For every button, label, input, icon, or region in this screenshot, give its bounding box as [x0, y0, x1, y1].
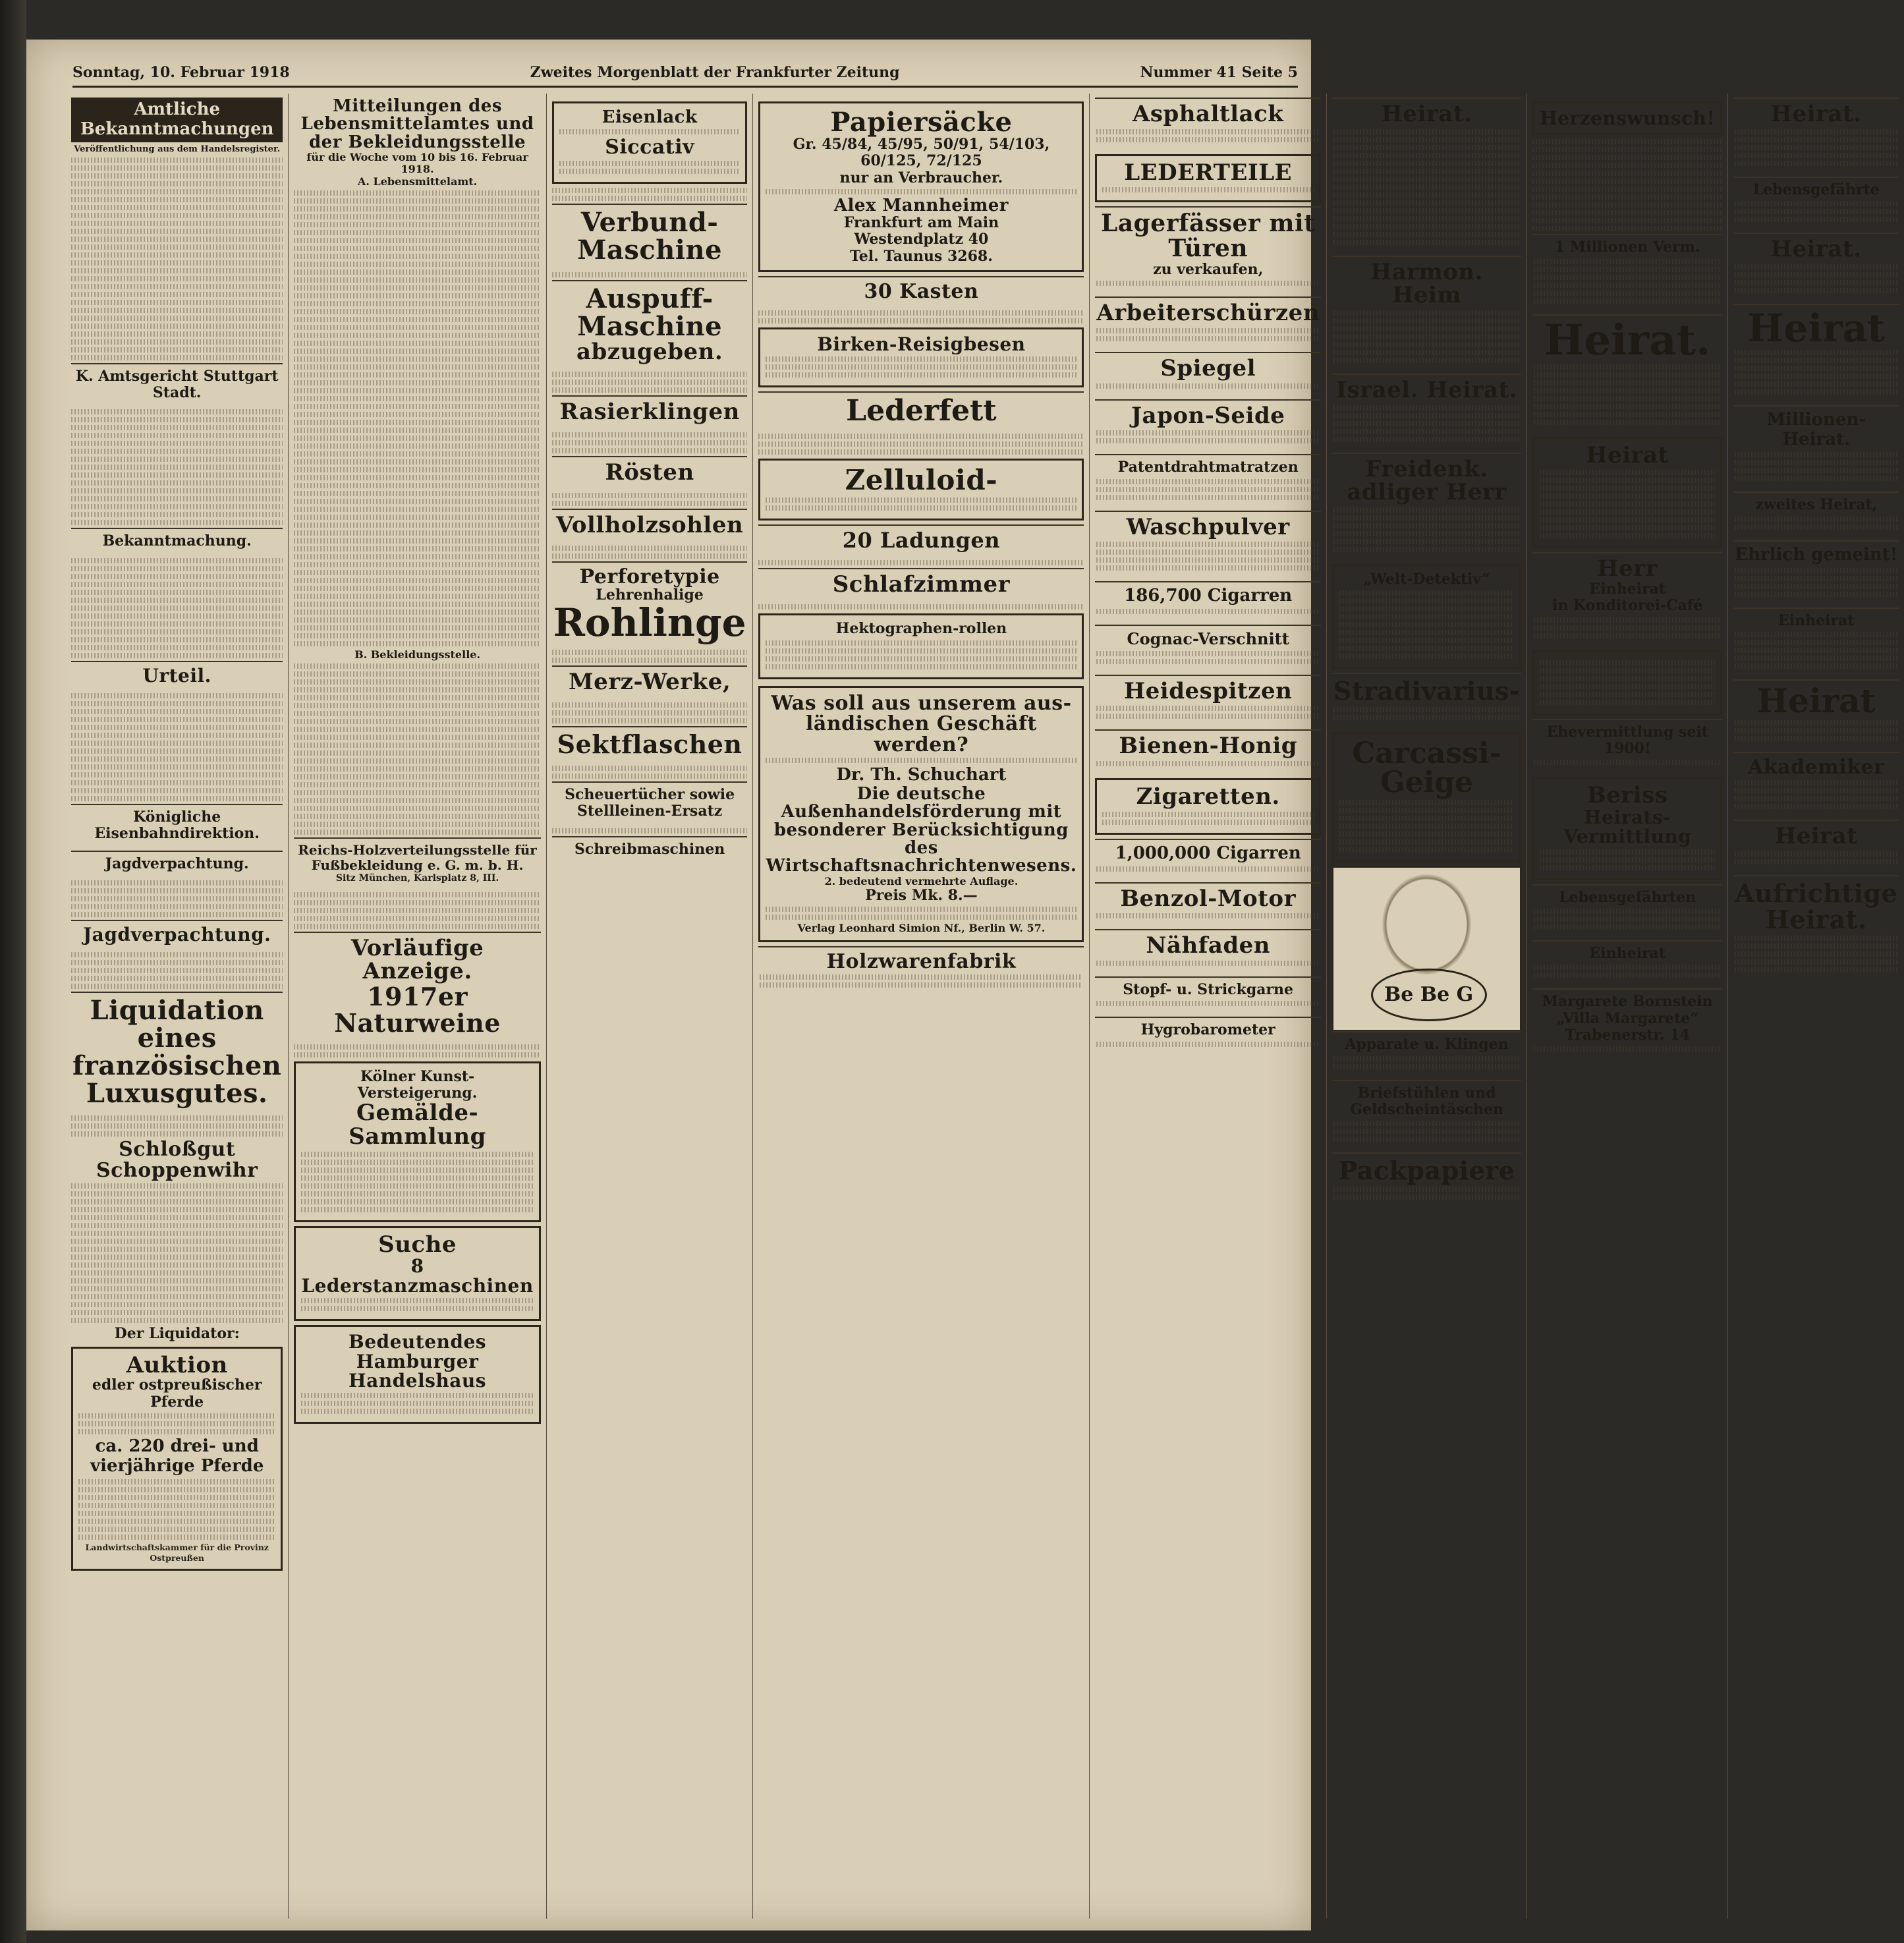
ad-benzol-motor: Benzol-Motor: [1120, 885, 1297, 912]
ad-hektographen: Hektographen-rollen: [835, 620, 1007, 638]
ad-lehrenhalige: Lehrenhalige: [596, 586, 704, 604]
food-office-title: Mitteilungen des Lebensmittelamtes und der Bekleidungsstelle: [300, 96, 534, 152]
page-header: [72, 59, 1298, 88]
ad-cigarren-million: 1,000,000 Cigarren: [1115, 843, 1301, 863]
ad-c8-heirat-big: Heirat: [1747, 305, 1886, 351]
ad-ladungen: 20 Ladungen: [842, 528, 1001, 553]
ad-c8-heirat-1: Heirat.: [1770, 101, 1862, 127]
ad-c8-ehrlich: Ehrlich gemeint!: [1735, 544, 1898, 565]
cologne-auction-title: Kölner Kunst-Versteigerung.: [357, 1067, 478, 1102]
official-notices-title: Amtliche Bekanntmachungen: [71, 98, 283, 142]
ad-c8-lebensgefaehrte: Lebensgefährte: [1752, 181, 1880, 198]
liquidator-label: Der Liquidator:: [114, 1325, 240, 1343]
ad-schreibmaschinen: Schreibmaschinen: [574, 840, 725, 858]
ad-heiratsvermittlung: Heirats-Vermittlung: [1563, 806, 1692, 848]
ad-heidespitzen: Heidespitzen: [1124, 677, 1293, 704]
ad-holzwarenfabrik: Holzwarenfabrik: [826, 949, 1017, 973]
ad-arbeiterschuerzen: Arbeiterschürzen: [1096, 300, 1320, 327]
auction-title: Auktion: [126, 1351, 228, 1378]
ad-zigaretten: Zigaretten.: [1136, 783, 1280, 810]
ad-alex-tel: Tel. Taunus 3268.: [849, 247, 993, 265]
ad-carcassi-geige: Carcassi-Geige: [1352, 737, 1501, 800]
schlossgut-name: Schloßgut Schoppenwihr: [96, 1138, 258, 1182]
columns: [66, 94, 1898, 1919]
wanted-label: Suche: [378, 1231, 457, 1258]
ad-israel-heirat: Israel. Heirat.: [1336, 377, 1518, 404]
book-ad-title: Die deutsche Außenhandelsförderung mit besonderer Berücksichtigung des Wirtschaftsnachrichtenwesens.: [766, 784, 1077, 876]
ad-lebensgefaehrten: Lebensgefährten: [1559, 888, 1696, 906]
ad-lederfett: Lederfett: [846, 393, 997, 428]
header-date: Sonntag, 10. Februar 1918: [72, 64, 290, 81]
newspaper-page: [26, 40, 1898, 1930]
ad-zigarren: 186,700 Cigarren: [1124, 586, 1293, 606]
ad-millionen-verm: 1 Millionen Verm.: [1554, 239, 1700, 256]
notice-eisenbahn: Königliche Eisenbahndirektion.: [94, 808, 260, 843]
column-5: [1090, 94, 1327, 1919]
book-binding: [0, 0, 26, 1943]
ad-naehfaden: Nähfaden: [1146, 932, 1270, 959]
notice-jagd-1: Jagdverpachtung.: [105, 855, 249, 872]
book-ad-edition: 2. bedeutend vermehrte Auflage.: [824, 874, 1019, 887]
ad-lederteile: LEDERTEILE: [1124, 159, 1293, 186]
cologne-auction-sub: Gemälde-Sammlung: [349, 1100, 486, 1150]
ad-c8-einheirat: Einheirat: [1778, 611, 1855, 629]
ad-briefstuehlen: Briefstühlen und Geldscheintäschen: [1350, 1084, 1504, 1118]
ad-ehevermittlung: Ehevermittlung seit 1900!: [1546, 723, 1708, 757]
register-subtitle: Veröffentlichung aus dem Handelsregister.: [74, 144, 281, 154]
column-7: [1527, 94, 1728, 1919]
ad-alex-city: Frankfurt am Main: [843, 214, 999, 232]
ad-eisenlack: Eisenlack: [602, 107, 698, 127]
ad-konditorei: in Konditorei-Café: [1552, 597, 1703, 615]
bebe-portrait-illustration: [1332, 866, 1521, 1031]
ad-patentdraht: Patentdrahtmatratzen: [1117, 459, 1299, 476]
ad-stradivarius: Stradivarius-: [1333, 676, 1521, 706]
hamburg-trading-house: Bedeutendes Hamburger Handelshaus: [349, 1331, 487, 1392]
ad-c8-aufrichtig: Aufrichtige Heirat.: [1735, 878, 1898, 935]
notice-urteil: Urteil.: [142, 664, 211, 687]
ad-freidenk: Freidenk. adliger Herr: [1347, 455, 1507, 506]
wood-distribution-title: Reichs-Holzverteilungsstelle für Fußbekleidung e. G. m. b. H.: [298, 842, 537, 874]
auction-subtitle: edler ostpreußischer Pferde: [92, 1376, 262, 1411]
ad-lagerfaesser-sale: zu verkaufen,: [1153, 260, 1264, 278]
ad-trabenerstr: Trabenerstr. 14: [1565, 1026, 1691, 1044]
book-ad-publisher: Verlag Leonhard Simion Nf., Berlin W. 57.: [797, 922, 1046, 935]
ad-stopfgarne: Stopf- u. Strickgarne: [1123, 981, 1294, 999]
ad-beriss: Beriss: [1586, 782, 1668, 809]
ad-lagerfaesser: Lagerfässer mit Türen: [1101, 210, 1316, 263]
ad-kasten: 30 Kasten: [864, 280, 979, 304]
ad-spiegel: Spiegel: [1160, 354, 1256, 381]
ad-siccativ: Siccativ: [605, 136, 694, 159]
ad-merz-werke: Merz-Werke,: [568, 669, 731, 696]
ad-packpapiere: Packpapiere: [1338, 1156, 1515, 1186]
ad-japon-seide: Japon-Seide: [1131, 402, 1285, 429]
ad-waschpulver: Waschpulver: [1126, 513, 1290, 540]
leather-machines: 8 Lederstanzmaschinen: [301, 1255, 534, 1297]
ad-abzugeben: abzugeben.: [576, 338, 723, 365]
section-a: A. Lebensmittelamt.: [357, 175, 478, 188]
ad-c8-millionen: Millionen-Heirat.: [1766, 409, 1866, 449]
ad-welt-detektiv: „Welt-Detektiv“: [1363, 571, 1490, 588]
ad-birkenbesen: Birken-Reisigbesen: [817, 333, 1026, 355]
column-3: [547, 94, 754, 1919]
ad-verbund-maschine: Verbund-Maschine: [577, 206, 723, 266]
ad-asphaltlack: Asphaltlack: [1132, 101, 1284, 127]
liquidation-heading: Liquidation eines französischen Luxusgutes.: [72, 995, 282, 1110]
ad-c8-akademiker: Akademiker: [1748, 755, 1885, 779]
ad-heirat-2: Heirat: [1586, 441, 1669, 468]
header-edition: Zweites Morgenblatt der Frankfurter Zeitung: [530, 64, 900, 81]
ad-herzenswunsch: Herzenswunsch!: [1540, 107, 1716, 129]
column-1: [66, 94, 289, 1919]
ad-herr: Herr: [1597, 555, 1658, 582]
auction-horse-count: ca. 220 drei- und vierjährige Pferde: [90, 1436, 264, 1476]
bebe-logo: Be Be G: [1371, 969, 1487, 1021]
ad-alex-street: Westendplatz 40: [854, 231, 989, 248]
preliminary-notice: Vorläufige Anzeige.: [350, 934, 484, 985]
ad-villa-margarete: „Villa Margarete“: [1556, 1009, 1698, 1027]
ad-hygrobarometer: Hygrobarometer: [1140, 1021, 1275, 1039]
food-office-week: für die Woche vom 10 bis 16. Februar 1918.: [306, 150, 528, 176]
ad-sektflaschen: Sektflaschen: [557, 729, 742, 760]
section-b: B. Bekleidungsstelle.: [354, 648, 481, 662]
ad-auspuff-maschine: Auspuff-Maschine: [577, 283, 723, 342]
ad-zelluloid: Zelluloid-: [845, 463, 998, 496]
ad-roesten: Rösten: [605, 459, 694, 486]
ad-perforetypie: Perforetypie: [579, 565, 720, 588]
ad-harmon-heim: Harmon. Heim: [1370, 258, 1483, 309]
natural-wines: 1917er Naturweine: [334, 981, 501, 1038]
column-4: [753, 94, 1090, 1919]
ad-papiersaecke-consumers: nur an Verbraucher.: [839, 169, 1003, 186]
ad-heirat-1: Heirat.: [1381, 101, 1472, 127]
wood-distribution-seat: Sitz München, Karlsplatz 8, III.: [335, 873, 499, 884]
ad-vollholzsohlen: Vollholzsohlen: [556, 511, 744, 538]
ad-scheuertuecher: Scheuertücher sowie Stellleinen-Ersatz: [565, 785, 735, 820]
column-6: [1327, 94, 1527, 1919]
ad-c8-heirat-3: Heirat: [1756, 681, 1876, 720]
ad-c8-heirat-4: Heirat: [1775, 823, 1858, 850]
notice-amtsgericht: Bekanntmachung.: [102, 532, 252, 550]
book-ad-headline: Was soll aus unserem aus-ländischen Geschäft werden?: [771, 691, 1072, 756]
ad-c8-heirat-2: Heirat.: [1770, 235, 1862, 262]
ad-heirat-big: Heirat.: [1544, 315, 1711, 365]
column-8: [1728, 94, 1904, 1919]
ad-apparate: Apparate u. Klingen: [1345, 1036, 1509, 1054]
ad-schlafzimmer: Schlafzimmer: [832, 571, 1011, 598]
notice-bekanntmachung: K. Amtsgericht Stuttgart Stadt.: [75, 367, 279, 402]
column-2: [289, 94, 546, 1919]
ad-papiersaecke-sizes: Gr. 45/84, 45/95, 50/91, 54/103, 60/125, 72/125: [793, 136, 1050, 170]
ad-einheirat-2: Einheirat: [1589, 945, 1666, 963]
ad-papiersaecke: Papiersäcke: [830, 107, 1013, 138]
ad-einheirat-1: Einheirat: [1589, 580, 1666, 598]
ad-c8-zweites: zweites Heirat,: [1755, 496, 1878, 514]
header-number: Nummer 41 Seite 5: [1140, 64, 1298, 81]
ad-margarete-bornstein: Margarete Bornstein: [1542, 993, 1713, 1011]
ad-rasierklingen: Rasierklingen: [559, 399, 740, 426]
book-ad-author: Dr. Th. Schuchart: [836, 765, 1007, 785]
ad-alex-mannheimer: Alex Mannheimer: [833, 195, 1009, 215]
ad-rohlinge: Rohlinge: [553, 600, 746, 646]
ad-bienenhonig: Bienen-Honig: [1119, 733, 1298, 760]
ad-cognac: Cognac-Verschnitt: [1127, 629, 1289, 649]
notice-jagd-2: Jagdverpachtung.: [82, 923, 271, 945]
book-ad-price: Preis Mk. 8.—: [865, 886, 978, 904]
auction-footer: Landwirtschaftskammer für die Provinz Ostpreußen: [85, 1542, 269, 1563]
